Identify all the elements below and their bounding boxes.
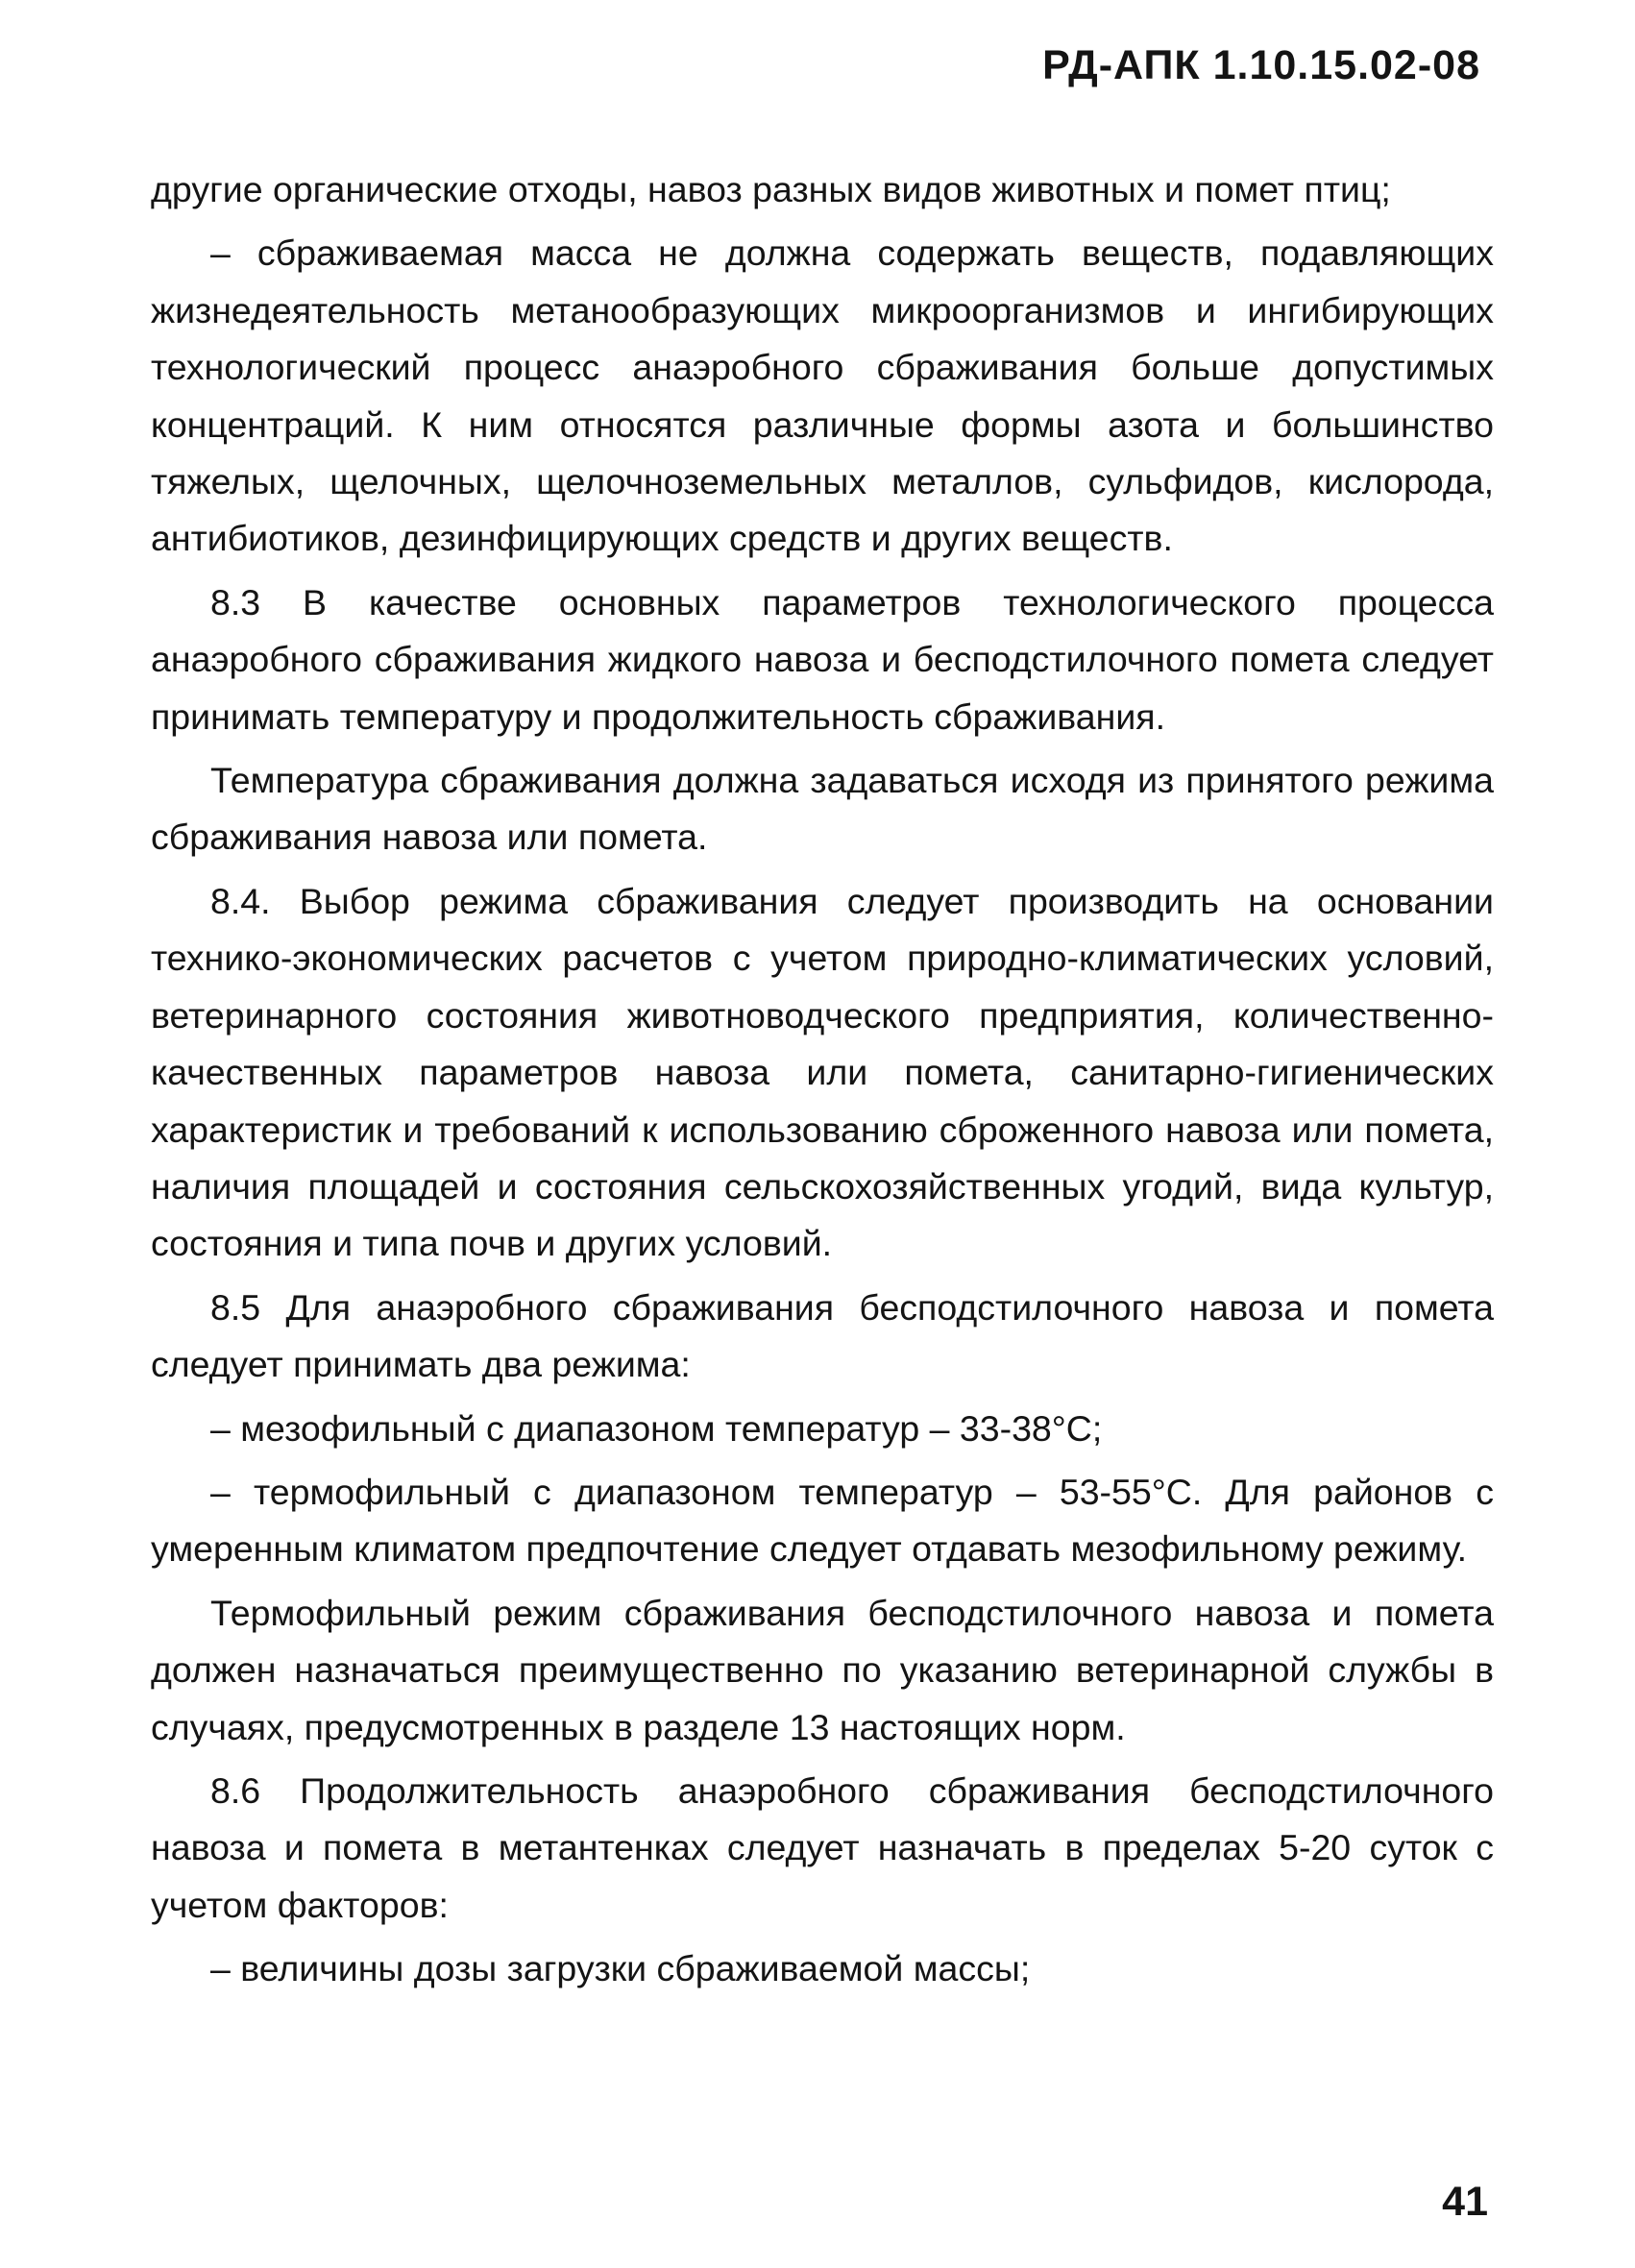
paragraph-clause-8-6: 8.6 Продолжительность анаэробного сбраживания бесподстилочного навоза и помета в метантенках следует назначать в пределах 5-20 суток с учетом факторов: <box>151 1769 1494 1925</box>
paragraph-list-item: – мезофильный с диапазоном температур – 33-38°С; <box>210 1407 1103 1449</box>
page-number: 41 <box>1442 2179 1488 2225</box>
paragraph-temperature: Температура сбраживания должна задаваться исходя из принятого режима сбраживания навоза или помета. <box>151 760 1494 858</box>
paragraph-list-item: – сбраживаемая масса не должна содержать веществ, подавляющих жизнедеятельность метанообразующих микроорганизмов и ингибирующих технологический процесс анаэробного сбраживания больше допустимых концентраций. К ним относятся различные формы азота и большинство тяжелых, щелочных, щелочноземельных металлов, сульфидов, кислорода, антибиотиков, дезинфицирующих средств и других веществ. <box>151 232 1494 559</box>
document-code-header: РД-АПК 1.10.15.02-08 <box>1042 42 1480 88</box>
paragraph-continuation: другие органические отходы, навоз разных видов животных и помет птиц; <box>151 169 1391 209</box>
paragraph-clause-8-3: 8.3 В качестве основных параметров технологического процесса анаэробного сбраживания жидкого навоза и бесподстилочного помета следует принимать температуру и продолжительность сбраживания. <box>151 581 1494 737</box>
paragraph-thermophilic: Термофильный режим сбраживания бесподстилочного навоза и помета должен назначаться преимущественно по указанию ветеринарной службы в случаях, предусмотренных в разделе 13 настоящих норм. <box>151 1592 1494 1747</box>
paragraph-clause-8-4: 8.4. Выбор режима сбраживания следует производить на основании технико-экономических расчетов с учетом природно-климатических условий, ветеринарного состояния животноводческого предприятия, количественно-качественных параметров навоза или помета, санитарно-гигиенических характеристик и требований к использованию сброженного навоза или помета, наличия площадей и состояния сельскохозяйственных угодий, вида культур, состояния и типа почв и других условий. <box>151 880 1494 1264</box>
paragraph-list-item: – величины дозы загрузки сбраживаемой массы; <box>210 1948 1031 1989</box>
document-body <box>151 161 1494 2005</box>
paragraph-clause-8-5: 8.5 Для анаэробного сбраживания бесподстилочного навоза и помета следует принимать два режима: <box>151 1286 1494 1385</box>
paragraph-list-item: – термофильный с диапазоном температур – 53-55°С. Для районов с умеренным климатом предпочтение следует отдавать мезофильному режиму. <box>151 1471 1494 1570</box>
